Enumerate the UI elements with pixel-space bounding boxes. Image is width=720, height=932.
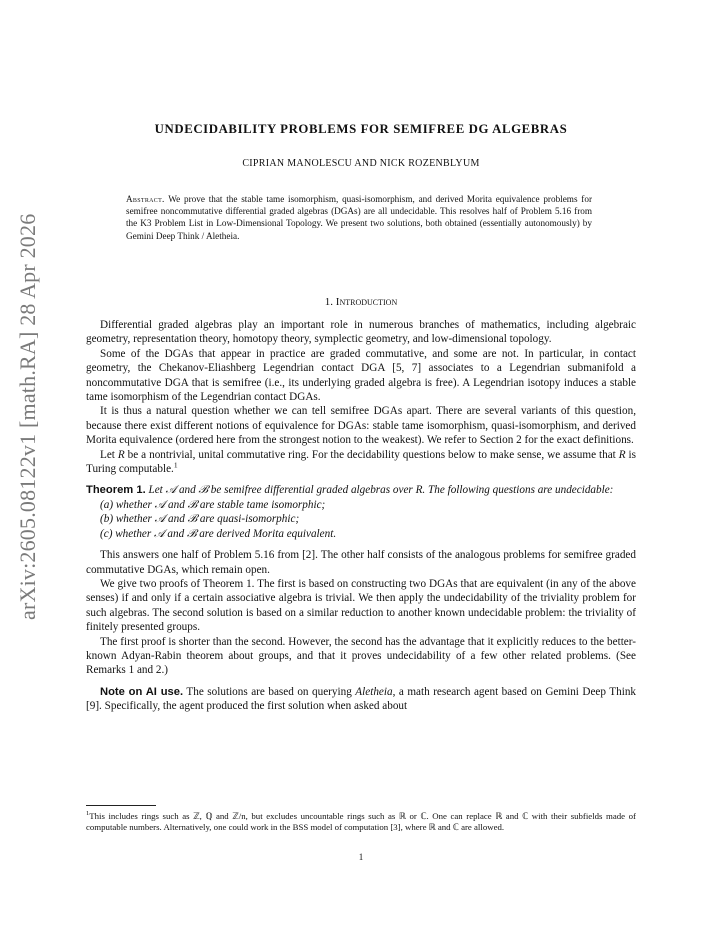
paper-authors: CIPRIAN MANOLESCU AND NICK ROZENBLYUM (242, 158, 480, 169)
footnote-rule (86, 805, 156, 806)
paragraph-4-part: be a nontrivial, unital commutative ring. For the decidability questions below to make sense, we assume that (124, 448, 619, 461)
paragraph-4-part: is Turing computable. (86, 448, 636, 476)
body-text (86, 318, 636, 714)
abstract (126, 193, 592, 242)
theorem-items (86, 498, 636, 541)
paragraph-4-part: Let (100, 448, 118, 461)
theorem-head: Theorem 1. (86, 484, 146, 497)
abstract-text: We prove that the stable tame isomorphism, quasi-isomorphism, and derived Morita equivalence problems for semifree noncommutative differential graded algebras (DGAs) are all undecidable. This resolves half of Problem 5.16 from the K3 Problem List in Low-Dimensional Topology. We present two solutions, both obtained (essentially autonomously) by Gemini Deep Think / Aletheia. (126, 194, 592, 241)
note-head: Note on AI use. (100, 685, 184, 698)
paragraph-4 (86, 448, 636, 477)
footnote-ref: 1 (173, 460, 178, 470)
theorem-statement: Let 𝒜 and ℬ be semifree differential graded algebras over R. The following questions are undecidable: (148, 484, 614, 497)
agent-name: Aletheia (355, 685, 393, 698)
paragraph-3: It is thus a natural question whether we can tell semifree DGAs apart. There are several variants of this question, because there exist different notions of equivalence for DGAs: stable tame isomorphism, quasi-isomorphism, and derived Morita equivalence (ordered here from the strongest notion to the weakest). We refer to Section 2 for the exact definitions. (86, 405, 636, 447)
paragraph-1: Differential graded algebras play an important role in numerous branches of mathematics, including algebraic geometry, representation theory, homotopy theory, symplectic geometry, and low-dimensional topology. (86, 319, 636, 346)
ring-symbol: R (117, 448, 125, 461)
paragraph-5: This answers one half of Problem 5.16 from [2]. The other half consists of the analogous problems for semifree graded commutative DGAs, which remain open. (86, 549, 636, 576)
paragraph-7: The first proof is shorter than the second. However, the second has the advantage that it explicitly reduces to the better-known Adyan-Rabin theorem about groups, and that it proves undecidability of a few other related problems. (See Remarks 1 and 2.) (86, 635, 636, 677)
paragraph-6: We give two proofs of Theorem 1. The first is based on constructing two DGAs that are equivalent (in any of the above senses) if and only if a certain associative algebra is trivial. We then apply the undecidability of the triviality problem for such algebras. The second solution is based on a similar reduction to another known undecidable problem: the triviality of finitely presented groups. (86, 577, 636, 634)
theorem-item-a: (a) whether 𝒜 and ℬ are stable tame isomorphic; (100, 498, 326, 511)
note-on-ai-use (86, 685, 636, 714)
section-number: 1. (324, 296, 334, 308)
page-number: 1 (358, 852, 364, 862)
abstract-label: Abstract. (126, 194, 165, 204)
theorem-item-c: (c) whether 𝒜 and ℬ are derived Morita equivalent. (100, 527, 337, 540)
footnote-1 (86, 811, 636, 834)
section-heading-introduction (86, 296, 636, 308)
note-text: , a math research agent based on Gemini Deep Think [9]. Specifically, the agent produced the first solution when asked about (86, 685, 637, 713)
note-text: The solutions are based on querying (183, 685, 356, 698)
paragraph-2: Some of the DGAs that appear in practice are graded commutative, and some are not. In particular, in contact geometry, the Chekanov-Eliashberg Legendrian contact DGA [5, 7] associates to a Legendrian submanifold a noncommutative DGA that is semifree (i.e., its underlying graded algebra is free). A Legendrian isotopy induces a stable tame isomorphism of the Legendrian contact DGAs. (86, 347, 636, 404)
theorem-item-b: (b) whether 𝒜 and ℬ are quasi-isomorphic; (100, 513, 300, 526)
paper-title: UNDECIDABILITY PROBLEMS FOR SEMIFREE DG ALGEBRAS (154, 122, 568, 136)
theorem-1 (86, 483, 636, 541)
ring-symbol: R (618, 448, 626, 461)
arxiv-identifier-stamp: arXiv:2605.08122v1 [math.RA] 28 Apr 2026 (15, 213, 40, 620)
footnote-text: This includes rings such as ℤ, ℚ and ℤ/n, but excludes uncountable rings such as ℝ or ℂ. One can replace ℝ and ℂ with their subfields made of computable numbers. Alternatively, one could work in the BSS model of computation [3], where ℝ and ℂ are allowed. (86, 811, 636, 833)
section-title: Introduction (335, 296, 398, 308)
footnote-mark: 1 (86, 810, 90, 818)
